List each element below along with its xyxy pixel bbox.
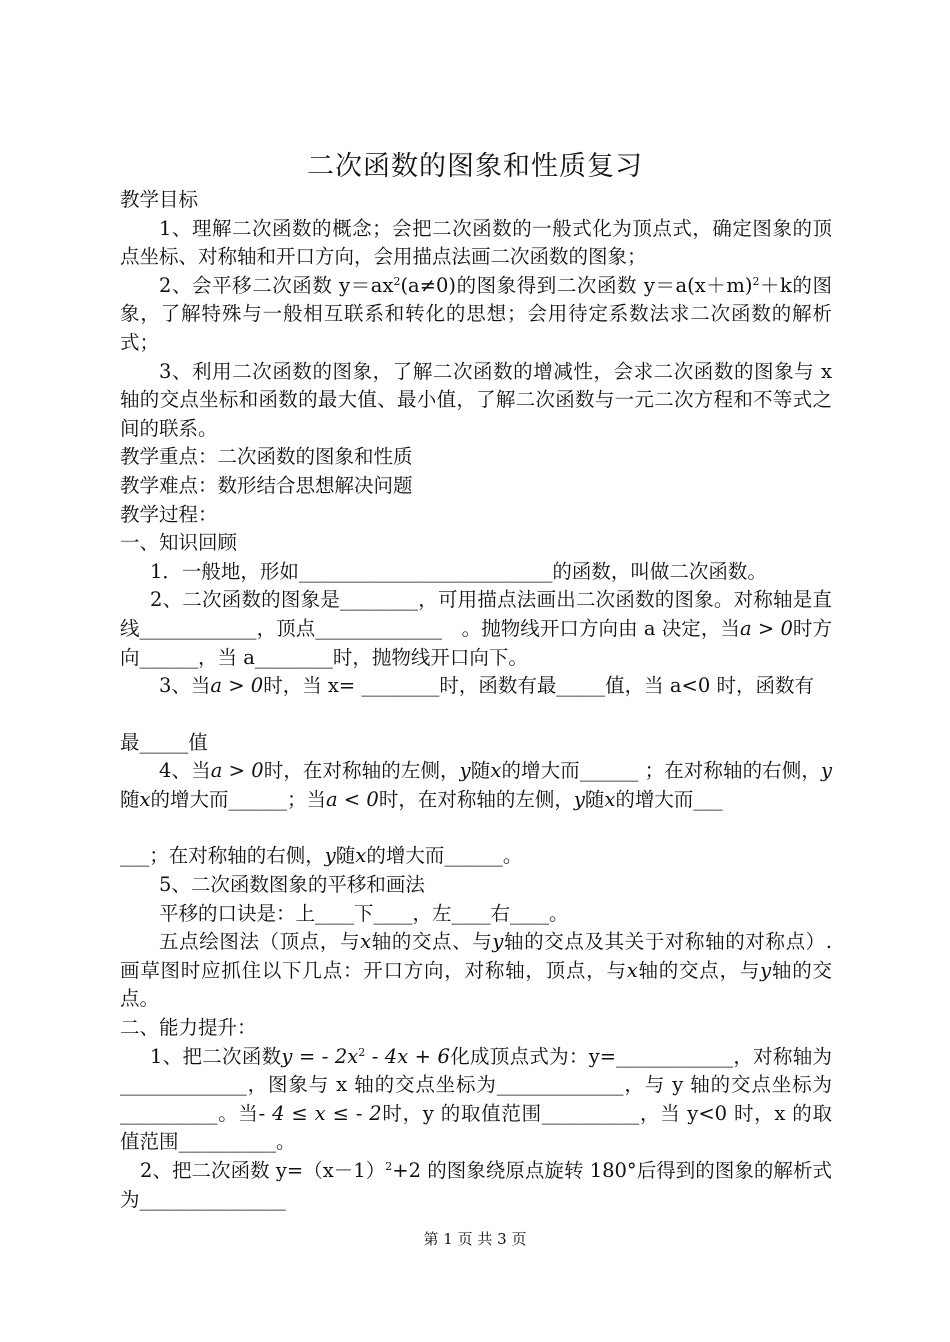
five-text: 轴的交点及其关于对称轴的对称点）. 画草图时应抓住以下几点：开口方向，对称轴，顶点，与: [120, 930, 832, 982]
spacer: [120, 701, 832, 729]
five-math: y: [760, 958, 772, 982]
page-title: 二次函数的图象和性质复习: [307, 151, 643, 182]
q4-math: x: [355, 844, 367, 868]
p1-text: 时，y 的取值范围__________，当 y<0 时，x 的取值范围__________。: [120, 1101, 832, 1154]
q4-math: a > 0: [210, 759, 264, 783]
q4-text: 随: [120, 787, 140, 811]
question-3-text-b: 时，当 x= ________时，函数有最_____值，当 a<0 时，函数有: [263, 674, 814, 698]
q4-math: y: [573, 787, 585, 811]
question-3-math: a > 0: [210, 674, 264, 698]
q4-text: 随: [470, 759, 491, 783]
q4-math: x: [139, 787, 151, 811]
q4-math: x: [490, 759, 502, 783]
goal-2: [120, 272, 832, 358]
five-text: 轴的交点。: [120, 958, 832, 1011]
question-3: [120, 672, 832, 701]
p1-sup: 2: [358, 1045, 366, 1059]
p1-math: y = - 2x: [281, 1044, 359, 1068]
question-3-continued: 最_____值: [120, 730, 208, 754]
goal-3: 3、利用二次函数的图象，了解二次函数的增减性，会求二次函数的图象与 x 轴的交点坐标和函数的最大值、最小值，了解二次函数与一元二次方程和不等式之间的联系。: [120, 359, 832, 440]
five-math: x: [360, 930, 372, 954]
q4-text: 时，在对称轴的左侧，: [263, 759, 460, 783]
difficulty: 教学难点：数形结合思想解决问题: [120, 473, 413, 497]
page-footer: 第 1 页 共 3 页: [423, 1230, 527, 1248]
q4-text: 的增大而______。: [366, 844, 523, 868]
q4-math: y: [459, 759, 471, 783]
section-1-heading: 一、知识回顾: [120, 531, 238, 555]
goals-heading: 教学目标: [120, 188, 199, 211]
goal-2-text-b: (a≠0)的图象得到二次函数 y＝a(x＋m): [400, 273, 753, 297]
q4-text: 时，在对称轴的左侧，: [378, 787, 574, 811]
question-4-continued: [120, 842, 832, 871]
shift-rule: 平移的口诀是：上____下____，左____右____。: [159, 901, 569, 925]
q4-math: a < 0: [326, 787, 379, 811]
q4-text: 的增大而______；当: [150, 787, 327, 811]
goal-1: 1、理解二次函数的概念；会把二次函数的一般式化为顶点式，确定图象的顶点坐标、对称轴和开口方向，会用描点法画二次函数的图象；: [120, 216, 832, 269]
q4-text: ___；在对称轴的右侧，: [120, 844, 325, 868]
q4-text: 4、当: [159, 759, 211, 783]
q4-text: 随: [335, 844, 356, 868]
p1-text: 化成顶点式为：y=____________，对称轴为_____________，图象与 x 轴的交点坐标为_____________，与 y 轴的交点坐标为__________。当: [120, 1044, 832, 1125]
question-2-text-a: 2、二次函数的图象是________，可用描点法画出二次函数的图象。对称轴是直线____________，顶点_____________ 。抛物线开口方向由 a 决定，当: [120, 588, 832, 640]
goal-2-sup: 2: [393, 274, 401, 288]
p1-text: 1、把二次函数: [150, 1044, 282, 1068]
process-heading: 教学过程：: [120, 502, 218, 526]
five-text: 五点绘图法（顶点，与: [159, 930, 361, 954]
p2-text: +2 的图象绕原点旋转 180°后得到的图象的解析式为_______________: [120, 1159, 832, 1211]
question-2: [120, 586, 832, 672]
goal-2-text-a: 2、会平移二次函数 y＝ax: [159, 273, 394, 297]
question-2-math: a > 0: [739, 616, 793, 640]
q4-text: 的增大而___: [615, 787, 723, 811]
five-text: 轴的交点，与: [637, 958, 761, 982]
goal-2-sup-2: 2: [752, 274, 760, 288]
question-4: [120, 757, 832, 814]
question-1: 1．一般地，形如__________________________的函数，叫做二次函数。: [150, 559, 767, 583]
goal-2-text-c: ＋k的图象，了解特殊与一般相互联系和转化的思想；会用待定系数法求二次函数的解析式；: [120, 273, 832, 354]
section-2-heading: 二、能力提升：: [120, 1016, 257, 1040]
q4-text: 随: [584, 787, 605, 811]
q4-text: 的增大而______ ；在对称轴的右侧，: [501, 759, 821, 783]
spacer: [120, 814, 832, 842]
question-2-text-b: 时方向______，当 a________时，抛物线开口向下。: [120, 616, 832, 669]
p1-math: - 4x + 6: [365, 1044, 450, 1068]
p1-math: - 4 ≤ x ≤ - 2: [258, 1101, 382, 1125]
five-math: x: [626, 958, 638, 982]
p2-text: 2、把二次函数 y=（x－1）: [140, 1159, 386, 1182]
five-math: y: [492, 930, 504, 954]
q4-math: x: [604, 787, 616, 811]
question-5: 5、二次函数图象的平移和画法: [159, 873, 425, 897]
q4-math: y: [820, 759, 832, 783]
q4-math: y: [324, 844, 336, 868]
key-point: 教学重点：二次函数的图象和性质: [120, 445, 413, 469]
p2-sup: 2: [385, 1160, 393, 1173]
document-body: [120, 186, 832, 1214]
five-text: 轴的交点、与: [371, 930, 493, 954]
problem-1: [120, 1043, 832, 1157]
question-3-text-a: 3、当: [159, 674, 211, 698]
five-point-method: [120, 928, 832, 1014]
problem-2: [120, 1157, 832, 1214]
